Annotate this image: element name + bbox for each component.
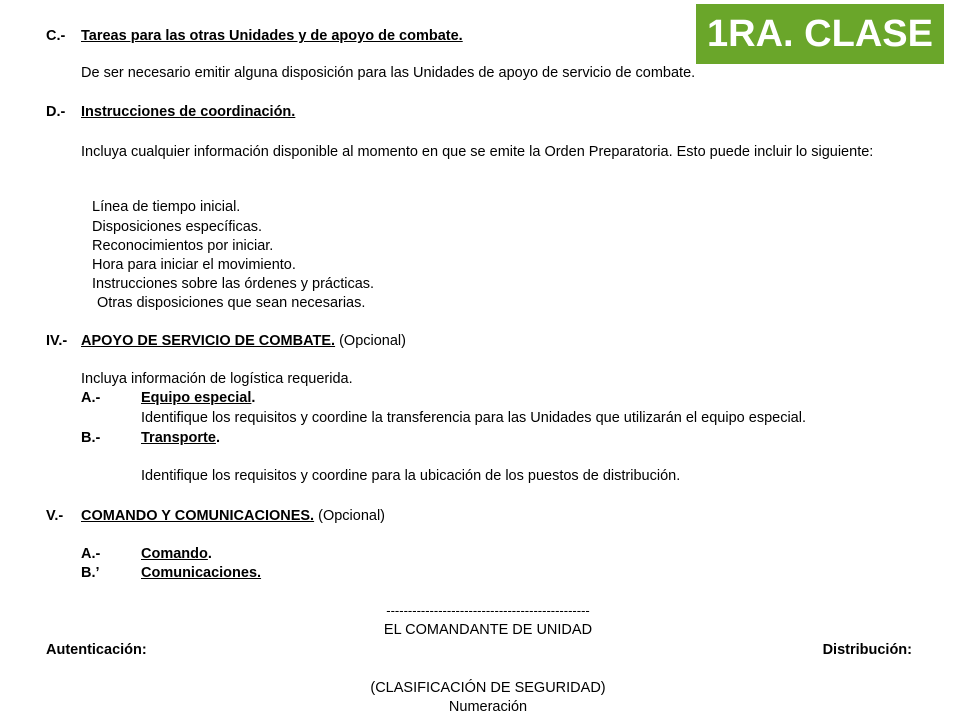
subsection-b-heading: Transporte. xyxy=(141,430,220,446)
list-item: Otras disposiciones que sean necesarias. xyxy=(97,295,366,311)
list-item: Instrucciones sobre las órdenes y prácticas. xyxy=(92,276,375,292)
subsection-a-heading: Equipo especial. xyxy=(141,390,256,406)
subsection-a-text: Identifique los requisitos y coordine la transferencia para las Unidades que utilizarán el equipo especial. xyxy=(141,410,806,426)
page-numbering: Numeración xyxy=(448,699,528,715)
subsection-b-title: Transporte xyxy=(141,430,216,446)
section-d-body: Incluya cualquier información disponible al momento en que se emite la Orden Preparatoria. Esto puede incluir lo siguiente: xyxy=(81,144,874,160)
list-item: Hora para iniciar el movimiento. xyxy=(92,257,296,273)
subsection-v-a-title: Comando xyxy=(141,546,208,562)
section-iv-title: APOYO DE SERVICIO DE COMBATE. xyxy=(81,333,336,349)
subsection-a-number: A.- xyxy=(81,390,101,406)
section-iv-number: IV.- xyxy=(46,333,68,349)
section-c-title: Tareas para las otras Unidades y de apoyo de combate. xyxy=(81,28,463,44)
list-item: Línea de tiempo inicial. xyxy=(92,199,241,215)
section-iv-optional: (Opcional) xyxy=(339,333,406,349)
section-iv-body: Incluya información de logística requerida. xyxy=(81,371,353,387)
section-v-heading xyxy=(81,507,385,525)
security-classification: (CLASIFICACIÓN DE SEGURIDAD) xyxy=(370,680,606,696)
subsection-v-a-heading: Comando. xyxy=(141,546,212,562)
section-c-body: De ser necesario emitir alguna disposición para las Unidades de apoyo de servicio de combate. xyxy=(81,65,696,81)
subsection-v-b-title: Comunicaciones. xyxy=(141,565,262,581)
section-d-title: Instrucciones de coordinación. xyxy=(81,104,296,120)
subsection-v-b-number: B.’ xyxy=(81,565,100,581)
class-badge: 1RA. CLASE xyxy=(696,4,944,64)
subsection-a-title: Equipo especial xyxy=(141,390,252,406)
subsection-b-text: Identifique los requisitos y coordine para la ubicación de los puestos de distribución. xyxy=(141,468,681,484)
section-v-optional: (Opcional) xyxy=(318,508,386,524)
authentication-label: Autenticación: xyxy=(46,642,147,658)
section-iv-heading xyxy=(81,332,406,350)
section-v-title: COMANDO Y COMUNICACIONES. xyxy=(81,508,315,524)
section-d-number: D.- xyxy=(46,104,66,120)
subsection-b-number: B.- xyxy=(81,430,101,446)
list-item: Disposiciones específicas. xyxy=(92,219,263,235)
signature-line: ----------------------------------------------- xyxy=(386,603,590,618)
signature-name: EL COMANDANTE DE UNIDAD xyxy=(383,622,593,638)
distribution-label: Distribución: xyxy=(822,642,912,658)
section-c-number: C.- xyxy=(46,28,66,44)
list-item: Reconocimientos por iniciar. xyxy=(92,238,274,254)
section-v-number: V.- xyxy=(46,508,64,524)
subsection-v-a-number: A.- xyxy=(81,546,101,562)
